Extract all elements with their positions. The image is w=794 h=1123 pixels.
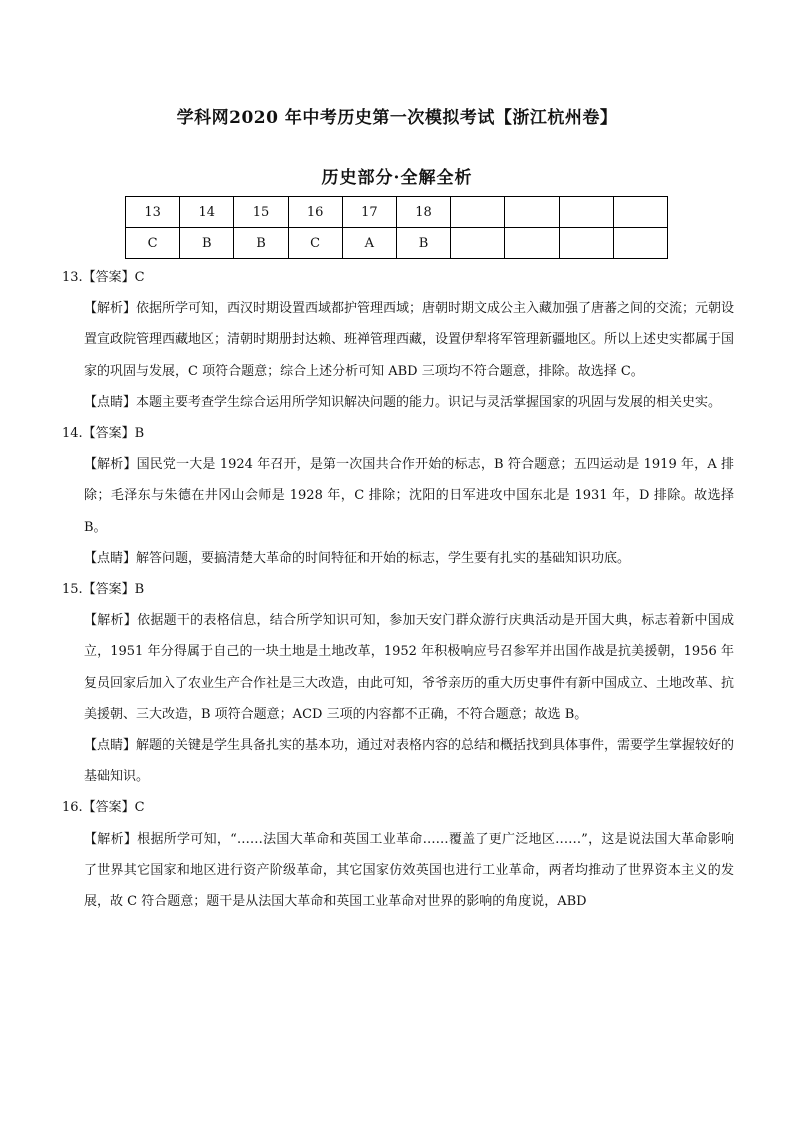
question-14-comment: 【点睛】解答问题，要搞清楚大革命的时间特征和开始的标志，学生要有扎实的基础知识功底。 bbox=[84, 550, 631, 566]
table-cell: 18 bbox=[396, 197, 450, 228]
table-cell bbox=[613, 228, 667, 259]
question-16-analysis: 【解析】根据所学可知，“……法国大革命和英国工业革命……覆盖了更广泛地区……”，这是说法国大革命影响了世界其它国家和地区进行资产阶级革命，其它国家仿效英国也进行工业革命，两者均推动了世界资本主义的发展，故 C 符合题意；题干是从法国大革命和英国工业革命对世界的影响的角度说，ABD bbox=[84, 831, 734, 910]
question-13-analysis: 【解析】依据所学可知，西汉时期设置西域都护管理西域；唐朝时期文成公主入藏加强了唐蕃之间的交流；元朝设置宣政院管理西藏地区；清朝时期册封达赖、班禅管理西藏，设置伊犁将军管理新疆地区。所以上述史实都属于国家的巩固与发展，C 项符合题意；综合上述分析可知 ABD 三项均不符合题意，排除。故选择 C。 bbox=[84, 301, 735, 379]
table-cell bbox=[559, 197, 613, 228]
answer-table-answer-row bbox=[126, 228, 668, 259]
table-cell bbox=[505, 228, 559, 259]
table-cell: B bbox=[180, 228, 234, 259]
document-subtitle: 历史部分·全解全析 bbox=[321, 168, 473, 188]
question-14-analysis: 【解析】国民党一大是 1924 年召开，是第一次国共合作开始的标志，B 符合题意；五四运动是 1919 年，A 排除；毛泽东与朱德在井冈山会师是 1928 年，C 排除；沈阳的日军进攻中国东北是 1931 年，D 排除。故选择 B。 bbox=[84, 457, 734, 535]
question-14-answer: 14.【答案】B bbox=[62, 426, 145, 442]
table-cell: B bbox=[234, 228, 288, 259]
table-cell: C bbox=[288, 228, 342, 259]
table-cell: B bbox=[396, 228, 450, 259]
table-cell: 17 bbox=[342, 197, 396, 228]
answer-explanations bbox=[62, 262, 734, 917]
table-cell bbox=[451, 197, 505, 228]
question-13-answer: 13.【答案】C bbox=[62, 270, 145, 285]
question-16-answer: 16.【答案】C bbox=[62, 800, 145, 816]
table-cell bbox=[451, 228, 505, 259]
question-15-answer: 15.【答案】B bbox=[62, 582, 145, 598]
document-title: 学科网2020 年中考历史第一次模拟考试【浙江杭州卷】 bbox=[176, 108, 618, 128]
table-cell: 13 bbox=[126, 197, 180, 228]
table-cell: 15 bbox=[234, 197, 288, 228]
answer-table-number-row bbox=[126, 197, 668, 228]
table-cell bbox=[559, 228, 613, 259]
table-cell bbox=[613, 197, 667, 228]
table-cell bbox=[505, 197, 559, 228]
answer-table bbox=[125, 196, 668, 259]
question-13-comment: 【点睛】本题主要考查学生综合运用所学知识解决问题的能力。识记与灵活掌握国家的巩固与发展的相关史实。 bbox=[84, 394, 722, 410]
table-cell: A bbox=[342, 228, 396, 259]
table-cell: C bbox=[126, 228, 180, 259]
table-cell: 16 bbox=[288, 197, 342, 228]
table-cell: 14 bbox=[180, 197, 234, 228]
question-15-analysis: 【解析】依据题干的表格信息，结合所学知识可知，参加天安门群众游行庆典活动是开国大典，标志着新中国成立，1951 年分得属于自己的一块土地是土地改革，1952 年积极响应号召参军并出国作战是抗美援朝，1956 年复员回家后加入了农业生产合作社是三大改造，由此可知，爷爷亲历的重大历史事件有新中国成立、土地改革、抗美援朝、三大改造，B 项符合题意；ACD 三项的内容都不正确，不符合题意；故选 B。 bbox=[84, 613, 735, 722]
question-15-comment: 【点睛】解题的关键是学生具备扎实的基本功，通过对表格内容的总结和概括找到具体事件，需要学生掌握较好的基础知识。 bbox=[84, 738, 735, 785]
